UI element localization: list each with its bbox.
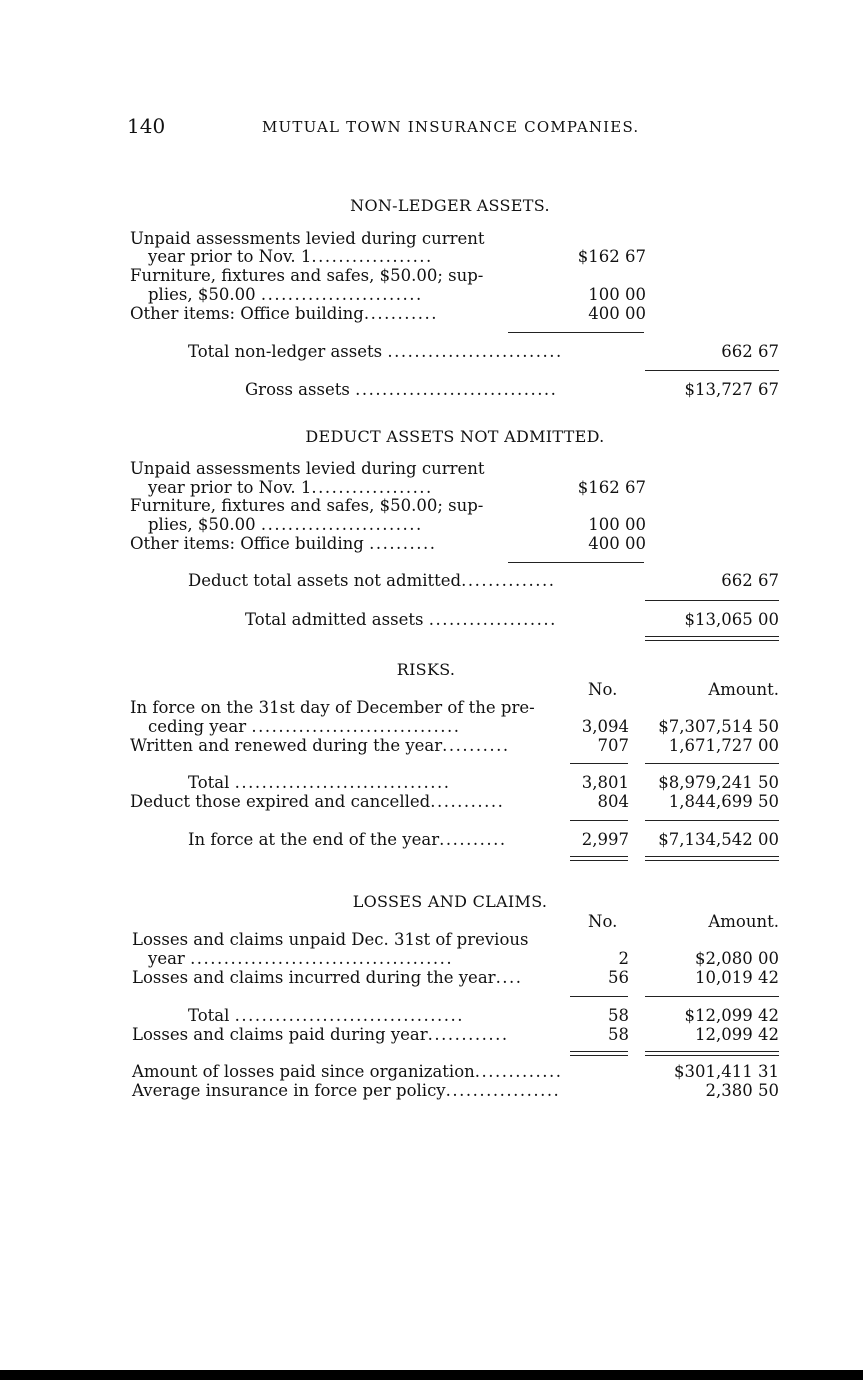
row-amount: $8,979,241 50 — [658, 773, 779, 792]
column-header-amount: Amount. — [708, 680, 779, 699]
item-value: 100 00 — [588, 515, 646, 534]
item-label — [130, 534, 437, 553]
total-label — [188, 342, 563, 361]
item-label-text: Other items: Office building — [130, 304, 364, 323]
item-label: Furniture, fixtures and safes, $50.00; sup- — [130, 266, 484, 285]
row-amount: $7,134,542 00 — [658, 830, 779, 849]
row-amount: 1,671,727 00 — [668, 736, 779, 755]
item-label: Furniture, fixtures and safes, $50.00; sup- — [130, 496, 484, 515]
item-label: Unpaid assessments levied during current — [130, 229, 485, 248]
row-label-text: In force at the end of the year — [188, 830, 440, 849]
row-amount: 12,099 42 — [695, 1025, 779, 1044]
row-label-text: year — [148, 949, 185, 968]
row-label-text: Losses and claims incurred during the year — [132, 968, 496, 987]
sum-rule — [508, 332, 644, 333]
double-rule — [570, 856, 628, 857]
item-value: 400 00 — [588, 304, 646, 323]
summary-label — [132, 1062, 562, 1081]
leader-dots: ............................... — [251, 717, 461, 736]
item-label — [148, 247, 433, 266]
double-rule — [645, 640, 779, 641]
leader-dots: .......... — [369, 534, 437, 553]
item-label-text: year prior to Nov. 1 — [148, 478, 312, 497]
leader-dots: ........................ — [260, 515, 423, 534]
row-amount: 1,844,699 50 — [668, 792, 779, 811]
item-label-text: year prior to Nov. 1 — [148, 247, 312, 266]
summary-label-text: Average insurance in force per policy — [132, 1081, 446, 1100]
row-label: In force on the 31st day of December of the pre- — [130, 698, 535, 717]
leader-dots: .......... — [439, 830, 507, 849]
sum-rule — [570, 763, 628, 764]
row-label — [148, 717, 460, 736]
item-value: $162 67 — [577, 247, 646, 266]
sum-rule — [645, 600, 779, 601]
section-title-non-ledger: NON-LEDGER ASSETS. — [350, 196, 550, 215]
item-label — [148, 478, 433, 497]
double-rule — [645, 860, 779, 861]
double-rule — [570, 1051, 628, 1052]
sum-rule — [570, 820, 628, 821]
sum-rule — [645, 996, 779, 997]
running-title: MUTUAL TOWN INSURANCE COMPANIES. — [262, 118, 640, 136]
row-no: 2 — [618, 949, 629, 968]
row-amount: 10,019 42 — [695, 968, 779, 987]
leader-dots: .................. — [311, 478, 433, 497]
row-label: Losses and claims unpaid Dec. 31st of previous — [132, 930, 529, 949]
row-label — [148, 949, 453, 968]
row-label — [188, 773, 451, 792]
row-amount: $2,080 00 — [695, 949, 779, 968]
leader-dots: ........... — [363, 304, 439, 323]
row-label-text: Deduct those expired and cancelled — [130, 792, 431, 811]
gross-label-text: Gross assets — [245, 380, 350, 399]
item-label-text: Other items: Office building — [130, 534, 364, 553]
column-header-no: No. — [588, 680, 618, 699]
item-label: Unpaid assessments levied during current — [130, 459, 485, 478]
item-label-text: plies, $50.00 — [148, 285, 256, 304]
admitted-label-text: Total admitted assets — [245, 610, 424, 629]
row-amount: $7,307,514 50 — [658, 717, 779, 736]
leader-dots: ............. — [474, 1062, 563, 1081]
row-no: 56 — [608, 968, 629, 987]
item-label — [130, 304, 438, 323]
leader-dots: ............ — [427, 1025, 509, 1044]
row-label-text: Written and renewed during the year — [130, 736, 443, 755]
section-title-deduct: DEDUCT ASSETS NOT ADMITTED. — [305, 427, 605, 446]
row-no: 58 — [608, 1025, 629, 1044]
row-label — [132, 1025, 509, 1044]
summary-label-text: Amount of losses paid since organization — [132, 1062, 475, 1081]
row-no: 2,997 — [581, 830, 629, 849]
sum-rule — [645, 763, 779, 764]
leader-dots: ........................ — [260, 285, 423, 304]
section-title-risks: RISKS. — [396, 660, 456, 679]
item-value: 100 00 — [588, 285, 646, 304]
leader-dots: ........... — [430, 792, 505, 811]
double-rule — [645, 1055, 779, 1056]
leader-dots: .................................. — [234, 1006, 464, 1025]
leader-dots: .... — [495, 968, 523, 987]
double-rule — [570, 860, 628, 861]
double-rule — [645, 1051, 779, 1052]
leader-dots: .......................... — [387, 342, 563, 361]
column-header-no: No. — [588, 912, 618, 931]
scan-edge-bar — [0, 1370, 863, 1380]
summary-label — [132, 1081, 560, 1100]
leader-dots: ................... — [428, 610, 557, 629]
leader-dots: ................................ — [234, 773, 451, 792]
gross-value: $13,727 67 — [684, 380, 779, 399]
double-rule — [645, 856, 779, 857]
item-value: 400 00 — [588, 534, 646, 553]
leader-dots: .............. — [461, 571, 556, 590]
double-rule — [645, 636, 779, 637]
column-header-amount: Amount. — [708, 912, 779, 931]
leader-dots: .................. — [311, 247, 433, 266]
row-label — [130, 792, 504, 811]
sum-rule — [645, 370, 779, 371]
row-label-text: Losses and claims paid during year — [132, 1025, 428, 1044]
row-label — [132, 968, 523, 987]
row-label — [188, 1006, 464, 1025]
total-label-text: Deduct total assets not admitted — [188, 571, 462, 590]
row-label-text: ceding year — [148, 717, 247, 736]
row-no: 58 — [608, 1006, 629, 1025]
leader-dots: .............................. — [355, 380, 558, 399]
total-label-text: Total non-ledger assets — [188, 342, 383, 361]
item-label-text: plies, $50.00 — [148, 515, 256, 534]
row-amount: $12,099 42 — [684, 1006, 779, 1025]
sum-rule — [645, 820, 779, 821]
total-label — [188, 571, 556, 590]
admitted-label — [245, 610, 557, 629]
item-value: $162 67 — [577, 478, 646, 497]
row-label-text: Total — [188, 1006, 230, 1025]
row-label-text: Total — [188, 773, 230, 792]
row-no: 3,801 — [581, 773, 629, 792]
row-label — [130, 736, 510, 755]
summary-value: $301,411 31 — [674, 1062, 779, 1081]
item-label — [148, 515, 423, 534]
page-number: 140 — [127, 114, 166, 138]
total-value: 662 67 — [721, 342, 779, 361]
leader-dots: .......... — [442, 736, 510, 755]
summary-value: 2,380 50 — [705, 1081, 779, 1100]
row-no: 707 — [597, 736, 629, 755]
item-label — [148, 285, 423, 304]
gross-label — [245, 380, 557, 399]
row-label — [188, 830, 507, 849]
double-rule — [570, 1055, 628, 1056]
row-no: 804 — [597, 792, 629, 811]
sum-rule — [508, 562, 644, 563]
row-no: 3,094 — [581, 717, 629, 736]
admitted-value: $13,065 00 — [684, 610, 779, 629]
total-value: 662 67 — [721, 571, 779, 590]
leader-dots: ....................................... — [190, 949, 454, 968]
leader-dots: ................. — [445, 1081, 561, 1100]
section-title-losses: LOSSES AND CLAIMS. — [352, 892, 548, 911]
sum-rule — [570, 996, 628, 997]
